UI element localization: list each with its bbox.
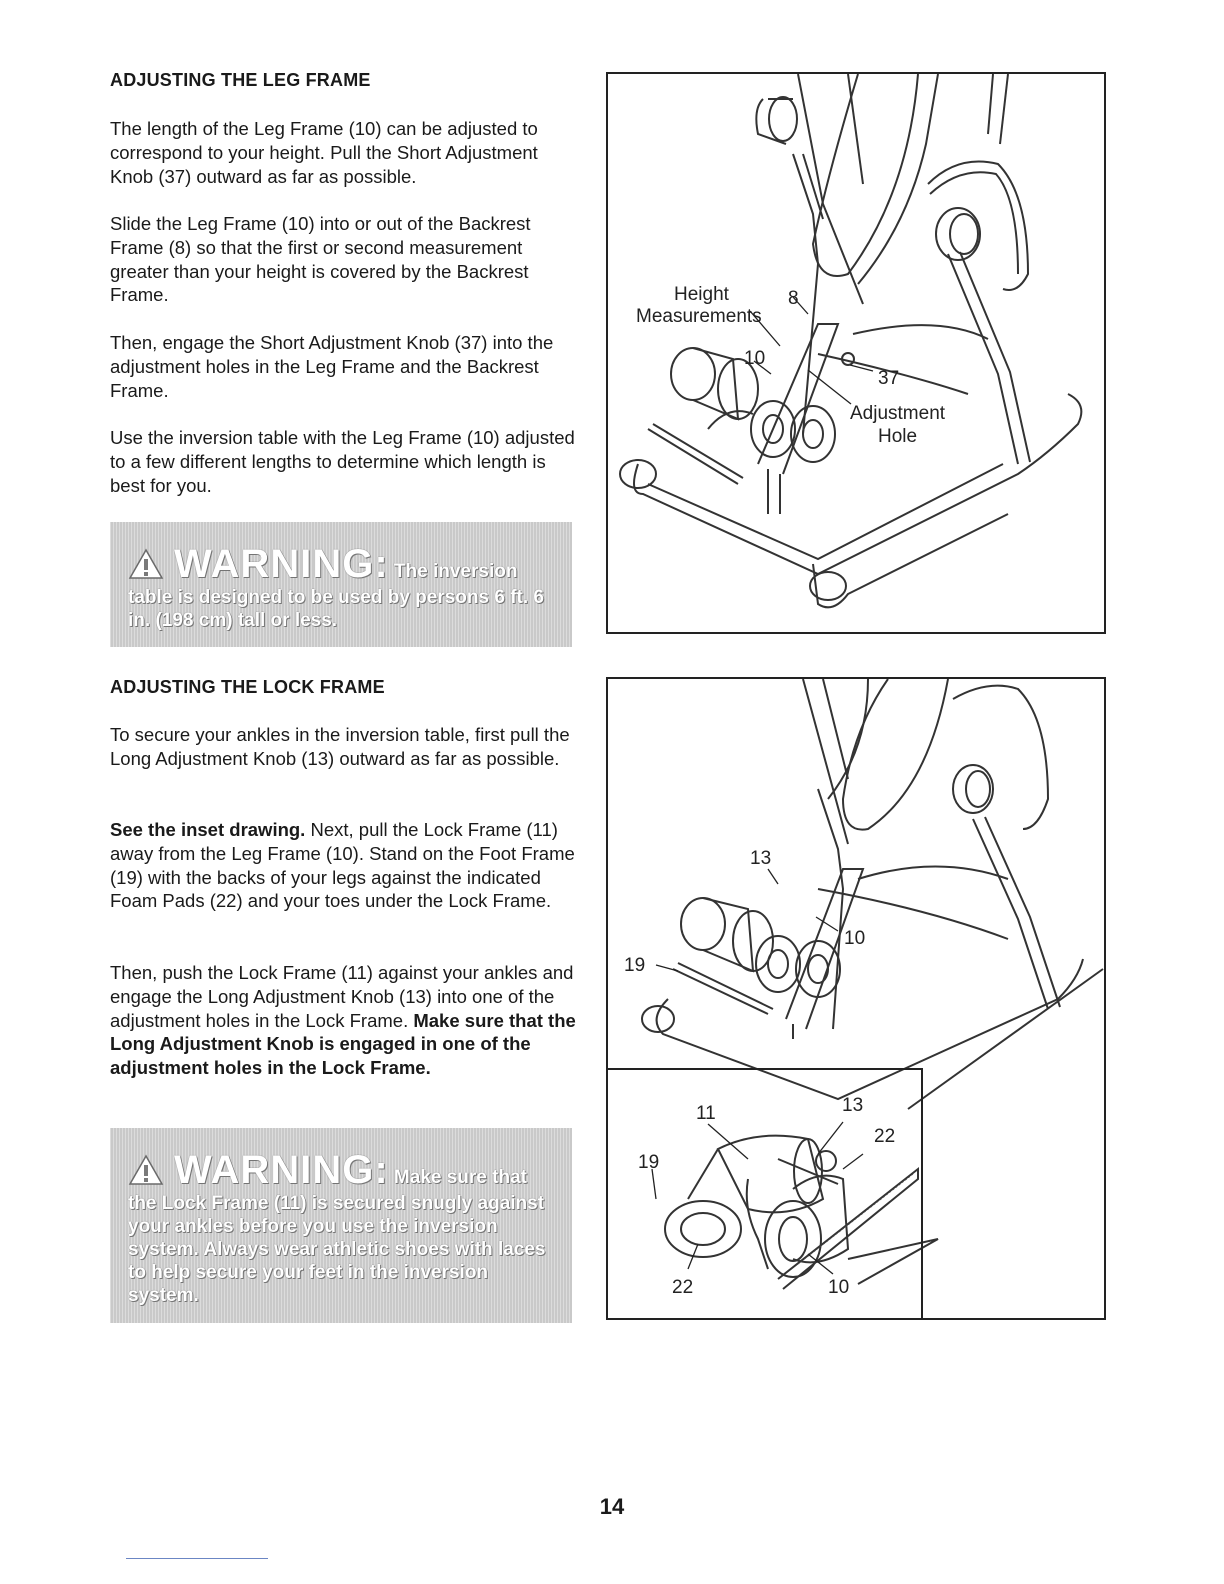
lock-frame-diagram xyxy=(606,677,1106,1320)
lock-frame-warning-box xyxy=(110,1128,572,1323)
height-warning-box xyxy=(110,522,572,647)
lock-frame-paragraph-3 xyxy=(110,961,580,1080)
label-hole: Hole xyxy=(878,426,918,447)
page-number: 14 xyxy=(599,1494,625,1519)
warning-triangle-icon xyxy=(128,548,164,586)
leg-frame-paragraph-2: Slide the Leg Frame (10) into or out of the Backrest Frame (8) so that the first or second measurement greater than your height is covered by the Backrest Frame. xyxy=(110,213,531,306)
leg-frame-drawing xyxy=(608,74,1104,632)
label-leg-frame-10: 10 xyxy=(844,928,866,949)
inset-label-foam-pad-22-lower: 22 xyxy=(672,1277,694,1298)
lock-frame-caution: Make sure that the Long Adjustment Knob is engaged in one of the adjustment holes in the Lock Frame. xyxy=(110,1009,576,1079)
lock-frame-paragraph-2-text: Next, pull the Lock Frame (11) away from the Leg Frame (10). Stand on the Foot Frame (19) with the backs of your legs against the indicated Foam Pads (22) and your toes under the Lock Frame. xyxy=(110,819,575,912)
leg-frame-diagram xyxy=(606,72,1106,634)
inset-label-leg-frame-10: 10 xyxy=(828,1277,850,1298)
lock-frame-paragraph-2 xyxy=(110,818,580,913)
warning-text: Make sure that the Lock Frame (11) is secured snugly against your ankles before you use the inversion system. Always wear athletic shoes with laces to help secure your feet in the inversion system. xyxy=(128,1167,546,1306)
label-knob-13: 13 xyxy=(750,848,772,869)
inset-label-foot-frame-19: 19 xyxy=(638,1152,660,1173)
lock-frame-heading: ADJUSTING THE LOCK FRAME xyxy=(110,677,385,697)
lock-frame-drawing xyxy=(608,679,1104,1318)
lock-frame-paragraph-1: To secure your ankles in the inversion table, first pull the Long Adjustment Knob (13) outward as far as possible. xyxy=(110,724,570,769)
inset-label-lock-frame-11: 11 xyxy=(696,1103,716,1124)
label-measurements: Measurements xyxy=(636,306,762,327)
label-leg-frame-10: 10 xyxy=(744,348,766,369)
leg-frame-paragraph-3: Then, engage the Short Adjustment Knob (37) into the adjustment holes in the Leg Frame and the Backrest Frame. xyxy=(110,332,554,401)
label-height: Height xyxy=(674,284,729,305)
inset-label-foam-pad-22: 22 xyxy=(874,1126,896,1147)
leg-frame-heading: ADJUSTING THE LEG FRAME xyxy=(110,70,371,90)
inset-drawing-note: See the inset drawing. xyxy=(110,819,306,840)
lock-frame-paragraph-3-text: Then, push the Lock Frame (11) against your ankles and engage the Long Adjustment Knob (13) into one of the adjustment holes in the Lock Frame. xyxy=(110,962,574,1031)
inset-label-knob-13: 13 xyxy=(842,1095,864,1116)
leg-frame-paragraph-4: Use the inversion table with the Leg Frame (10) adjusted to a few different lengths to determine which length is best for you. xyxy=(110,427,575,496)
warning-word: WARNING: xyxy=(174,542,389,586)
leg-frame-paragraph-1: The length of the Leg Frame (10) can be adjusted to correspond to your height. Pull the Short Adjustment Knob (37) outward as far as possible. xyxy=(110,118,538,187)
label-adjustment: Adjustment xyxy=(850,403,946,424)
warning-text: The inversion table is designed to be used by persons 6 ft. 6 in. (198 cm) tall or less. xyxy=(128,561,544,631)
label-foot-frame-19: 19 xyxy=(624,955,646,976)
warning-word: WARNING: xyxy=(174,1148,389,1192)
footer-rule xyxy=(126,1558,268,1559)
label-knob-37: 37 xyxy=(878,368,900,389)
warning-triangle-icon xyxy=(128,1154,164,1192)
label-backrest-8: 8 xyxy=(788,288,799,309)
